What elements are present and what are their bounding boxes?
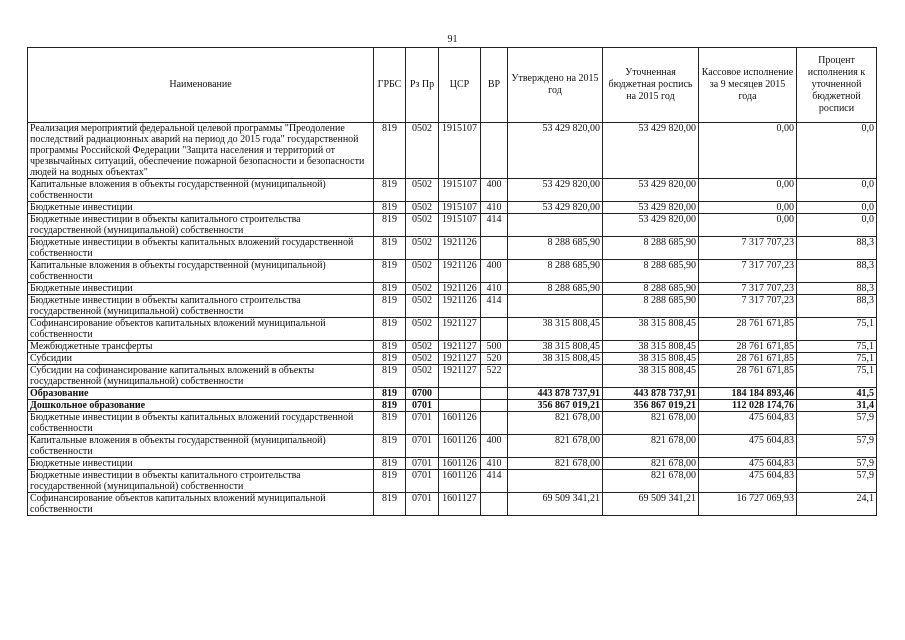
cell-name: Бюджетные инвестиции в объекты капитальных вложений государственной собственности (28, 412, 374, 435)
table-row (28, 283, 877, 295)
cell-name: Субсидии на софинансирование капитальных вложений в объекты государственной (муниципальной) собственности (28, 365, 374, 388)
table-row (28, 470, 877, 493)
cell-cash: 184 184 893,46 (699, 388, 797, 400)
cell-percent: 75,1 (797, 318, 877, 341)
cell-rzpr: 0701 (406, 400, 439, 412)
cell-refined: 8 288 685,90 (603, 283, 699, 295)
cell-vr (481, 237, 508, 260)
cell-grbs: 819 (374, 214, 406, 237)
cell-rzpr: 0701 (406, 493, 439, 516)
cell-approved: 821 678,00 (508, 435, 603, 458)
cell-vr: 522 (481, 365, 508, 388)
header-vr: ВР (481, 48, 508, 123)
cell-cash: 7 317 707,23 (699, 260, 797, 283)
cell-approved: 8 288 685,90 (508, 237, 603, 260)
cell-rzpr: 0701 (406, 412, 439, 435)
cell-approved (508, 470, 603, 493)
table-row (28, 214, 877, 237)
cell-grbs: 819 (374, 179, 406, 202)
cell-cash: 0,00 (699, 202, 797, 214)
cell-vr: 500 (481, 341, 508, 353)
cell-rzpr: 0701 (406, 470, 439, 493)
cell-rzpr: 0502 (406, 353, 439, 365)
cell-refined: 356 867 019,21 (603, 400, 699, 412)
table-row (28, 341, 877, 353)
cell-refined: 53 429 820,00 (603, 202, 699, 214)
cell-csr: 1921126 (439, 237, 481, 260)
cell-grbs: 819 (374, 295, 406, 318)
cell-cash: 475 604,83 (699, 412, 797, 435)
cell-refined: 69 509 341,21 (603, 493, 699, 516)
cell-percent: 31,4 (797, 400, 877, 412)
cell-grbs: 819 (374, 400, 406, 412)
cell-vr: 414 (481, 470, 508, 493)
cell-vr: 410 (481, 458, 508, 470)
header-refined: Уточненная бюджетная роспись на 2015 год (603, 48, 699, 123)
cell-vr (481, 400, 508, 412)
cell-rzpr: 0502 (406, 214, 439, 237)
page-number: 91 (447, 34, 458, 45)
cell-approved: 821 678,00 (508, 412, 603, 435)
cell-name: Капитальные вложения в объекты государственной (муниципальной) собственности (28, 179, 374, 202)
cell-vr: 414 (481, 214, 508, 237)
cell-percent: 24,1 (797, 493, 877, 516)
cell-name: Образование (28, 388, 374, 400)
cell-approved: 38 315 808,45 (508, 341, 603, 353)
header-csr: ЦСР (439, 48, 481, 123)
table-row (28, 123, 877, 179)
cell-name: Бюджетные инвестиции в объекты капитальных вложений государственной собственности (28, 237, 374, 260)
cell-csr: 1921126 (439, 295, 481, 318)
cell-name: Капитальные вложения в объекты государственной (муниципальной) собственности (28, 435, 374, 458)
cell-name: Капитальные вложения в объекты государственной (муниципальной) собственности (28, 260, 374, 283)
cell-cash: 0,00 (699, 179, 797, 202)
cell-name: Субсидии (28, 353, 374, 365)
cell-rzpr: 0502 (406, 179, 439, 202)
cell-grbs: 819 (374, 412, 406, 435)
cell-vr: 520 (481, 353, 508, 365)
cell-rzpr: 0502 (406, 237, 439, 260)
cell-cash: 28 761 671,85 (699, 353, 797, 365)
cell-name: Реализация мероприятий федеральной целевой программы "Преодоление последствий радиационных аварий на период до 2015 года" государственной программы Российской Федерации "Защита населения и территорий от чрезвычайных ситуаций, обеспечение пожарной безопасности и безопасности людей на водных объектах" (28, 123, 374, 179)
cell-refined: 8 288 685,90 (603, 237, 699, 260)
cell-percent: 57,9 (797, 412, 877, 435)
table-row (28, 435, 877, 458)
cell-csr (439, 388, 481, 400)
table-row (28, 237, 877, 260)
cell-cash: 475 604,83 (699, 470, 797, 493)
cell-vr: 400 (481, 260, 508, 283)
cell-vr (481, 123, 508, 179)
cell-approved: 53 429 820,00 (508, 123, 603, 179)
cell-rzpr: 0502 (406, 123, 439, 179)
cell-name: Бюджетные инвестиции (28, 202, 374, 214)
table-header-row (28, 48, 877, 123)
cell-refined: 8 288 685,90 (603, 260, 699, 283)
cell-csr: 1921126 (439, 283, 481, 295)
cell-grbs: 819 (374, 388, 406, 400)
table-row (28, 458, 877, 470)
cell-approved: 38 315 808,45 (508, 353, 603, 365)
cell-percent: 88,3 (797, 283, 877, 295)
cell-cash: 112 028 174,76 (699, 400, 797, 412)
cell-percent: 0,0 (797, 202, 877, 214)
table-row (28, 412, 877, 435)
cell-rzpr: 0502 (406, 283, 439, 295)
header-percent: Процент исполнения к уточненной бюджетной росписи (797, 48, 877, 123)
cell-grbs: 819 (374, 202, 406, 214)
cell-grbs: 819 (374, 318, 406, 341)
cell-percent: 57,9 (797, 435, 877, 458)
cell-csr (439, 400, 481, 412)
cell-approved: 53 429 820,00 (508, 179, 603, 202)
cell-percent: 88,3 (797, 295, 877, 318)
cell-percent: 75,1 (797, 353, 877, 365)
cell-name: Софинансирование объектов капитальных вложений муниципальной собственности (28, 318, 374, 341)
cell-refined: 38 315 808,45 (603, 353, 699, 365)
cell-refined: 38 315 808,45 (603, 318, 699, 341)
cell-grbs: 819 (374, 353, 406, 365)
table-row (28, 318, 877, 341)
cell-name: Бюджетные инвестиции (28, 458, 374, 470)
cell-grbs: 819 (374, 470, 406, 493)
cell-rzpr: 0701 (406, 435, 439, 458)
table-row (28, 400, 877, 412)
cell-csr: 1921127 (439, 353, 481, 365)
table-row (28, 295, 877, 318)
cell-vr: 400 (481, 179, 508, 202)
cell-grbs: 819 (374, 123, 406, 179)
cell-cash: 7 317 707,23 (699, 237, 797, 260)
cell-name: Межбюджетные трансферты (28, 341, 374, 353)
cell-percent: 88,3 (797, 237, 877, 260)
cell-cash: 475 604,83 (699, 458, 797, 470)
cell-cash: 28 761 671,85 (699, 318, 797, 341)
cell-csr: 1921127 (439, 341, 481, 353)
cell-csr: 1915107 (439, 214, 481, 237)
cell-rzpr: 0502 (406, 202, 439, 214)
cell-refined: 38 315 808,45 (603, 365, 699, 388)
cell-cash: 0,00 (699, 214, 797, 237)
cell-refined: 821 678,00 (603, 470, 699, 493)
cell-cash: 28 761 671,85 (699, 341, 797, 353)
cell-refined: 53 429 820,00 (603, 123, 699, 179)
cell-refined: 38 315 808,45 (603, 341, 699, 353)
table-row (28, 493, 877, 516)
cell-csr: 1601126 (439, 458, 481, 470)
header-cash: Кассовое исполнение за 9 месяцев 2015 года (699, 48, 797, 123)
cell-percent: 88,3 (797, 260, 877, 283)
cell-rzpr: 0701 (406, 458, 439, 470)
cell-rzpr: 0502 (406, 365, 439, 388)
cell-csr: 1915107 (439, 123, 481, 179)
cell-grbs: 819 (374, 237, 406, 260)
cell-approved: 356 867 019,21 (508, 400, 603, 412)
cell-name: Софинансирование объектов капитальных вложений муниципальной собственности (28, 493, 374, 516)
cell-approved (508, 295, 603, 318)
cell-vr (481, 388, 508, 400)
cell-refined: 53 429 820,00 (603, 214, 699, 237)
cell-percent: 57,9 (797, 470, 877, 493)
cell-cash: 16 727 069,93 (699, 493, 797, 516)
table-body (28, 123, 877, 516)
cell-rzpr: 0502 (406, 260, 439, 283)
cell-approved (508, 214, 603, 237)
cell-grbs: 819 (374, 341, 406, 353)
cell-csr: 1921127 (439, 365, 481, 388)
table-row (28, 353, 877, 365)
cell-grbs: 819 (374, 458, 406, 470)
cell-approved: 8 288 685,90 (508, 283, 603, 295)
cell-rzpr: 0502 (406, 318, 439, 341)
cell-rzpr: 0700 (406, 388, 439, 400)
cell-vr (481, 318, 508, 341)
cell-refined: 8 288 685,90 (603, 295, 699, 318)
cell-csr: 1921127 (439, 318, 481, 341)
cell-vr: 400 (481, 435, 508, 458)
cell-vr (481, 493, 508, 516)
cell-grbs: 819 (374, 365, 406, 388)
cell-csr: 1601126 (439, 412, 481, 435)
cell-csr: 1601127 (439, 493, 481, 516)
cell-vr: 414 (481, 295, 508, 318)
cell-csr: 1601126 (439, 470, 481, 493)
cell-name: Дошкольное образование (28, 400, 374, 412)
cell-rzpr: 0502 (406, 341, 439, 353)
cell-refined: 821 678,00 (603, 412, 699, 435)
table-row (28, 202, 877, 214)
cell-name: Бюджетные инвестиции в объекты капитального строительства государственной (муниципальной) собственности (28, 470, 374, 493)
cell-percent: 0,0 (797, 179, 877, 202)
header-name: Наименование (28, 48, 374, 123)
cell-csr: 1915107 (439, 179, 481, 202)
cell-cash: 7 317 707,23 (699, 295, 797, 318)
cell-approved: 38 315 808,45 (508, 318, 603, 341)
cell-approved: 53 429 820,00 (508, 202, 603, 214)
cell-csr: 1915107 (439, 202, 481, 214)
cell-refined: 821 678,00 (603, 435, 699, 458)
cell-percent: 41,5 (797, 388, 877, 400)
cell-percent: 0,0 (797, 123, 877, 179)
cell-approved: 8 288 685,90 (508, 260, 603, 283)
cell-refined: 53 429 820,00 (603, 179, 699, 202)
cell-grbs: 819 (374, 435, 406, 458)
cell-name: Бюджетные инвестиции в объекты капитального строительства государственной (муниципальной) собственности (28, 214, 374, 237)
cell-csr: 1601126 (439, 435, 481, 458)
header-approved: Утверждено на 2015 год (508, 48, 603, 123)
table-row (28, 365, 877, 388)
cell-cash: 0,00 (699, 123, 797, 179)
cell-approved: 821 678,00 (508, 458, 603, 470)
cell-rzpr: 0502 (406, 295, 439, 318)
cell-grbs: 819 (374, 493, 406, 516)
cell-percent: 75,1 (797, 341, 877, 353)
cell-cash: 7 317 707,23 (699, 283, 797, 295)
cell-vr: 410 (481, 283, 508, 295)
budget-table (27, 47, 877, 516)
cell-approved: 69 509 341,21 (508, 493, 603, 516)
cell-vr: 410 (481, 202, 508, 214)
cell-vr (481, 412, 508, 435)
cell-approved: 443 878 737,91 (508, 388, 603, 400)
cell-percent: 75,1 (797, 365, 877, 388)
cell-refined: 821 678,00 (603, 458, 699, 470)
table-row (28, 388, 877, 400)
cell-percent: 0,0 (797, 214, 877, 237)
table-row (28, 260, 877, 283)
cell-cash: 475 604,83 (699, 435, 797, 458)
cell-grbs: 819 (374, 260, 406, 283)
header-rzpr: Рз Пр (406, 48, 439, 123)
cell-name: Бюджетные инвестиции в объекты капитального строительства государственной (муниципальной) собственности (28, 295, 374, 318)
cell-csr: 1921126 (439, 260, 481, 283)
header-grbs: ГРБС (374, 48, 406, 123)
cell-name: Бюджетные инвестиции (28, 283, 374, 295)
cell-percent: 57,9 (797, 458, 877, 470)
cell-refined: 443 878 737,91 (603, 388, 699, 400)
cell-approved (508, 365, 603, 388)
table-row (28, 179, 877, 202)
cell-grbs: 819 (374, 283, 406, 295)
cell-cash: 28 761 671,85 (699, 365, 797, 388)
